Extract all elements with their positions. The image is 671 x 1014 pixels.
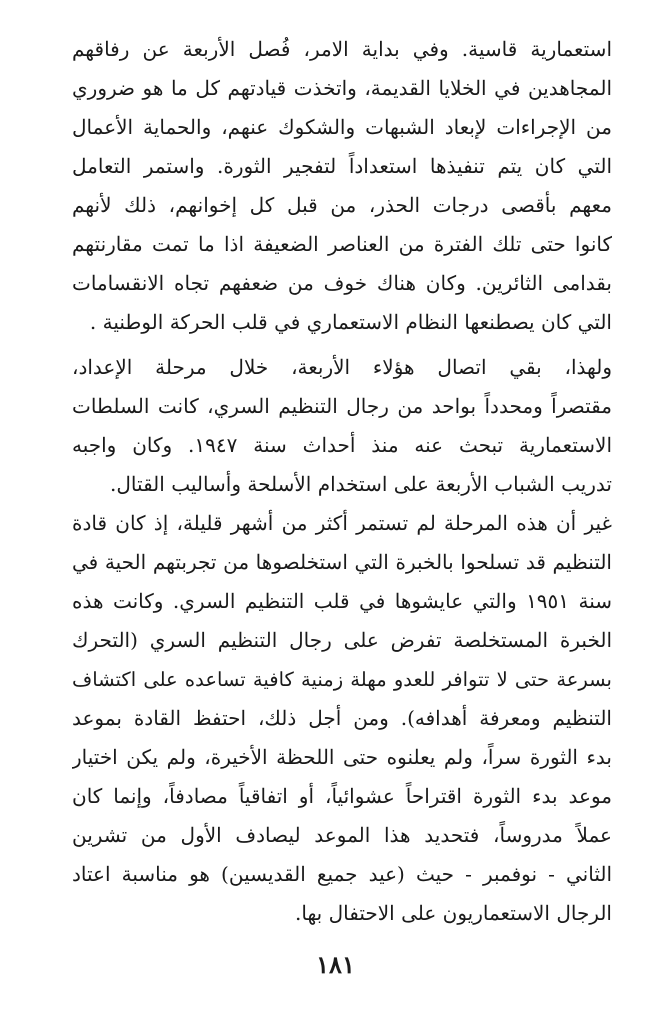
paragraph-2	[72, 348, 612, 504]
text-line: الثاني - نوفمبر - حيث (عيد جميع القديسين) هو مناسبة اعتاد	[72, 862, 612, 886]
text-line: بسرعة حتى لا تتوافر للعدو مهلة زمنية كافية تساعده على اكتشاف	[72, 668, 612, 691]
paragraph-3	[72, 504, 612, 933]
text-line: الرجال الاستعماريون على الاحتفال بها.	[295, 901, 612, 925]
text-line: بقدامى الثائرين. وكان هناك خوف من ضعفهم تجاه الانقسامات	[72, 271, 612, 295]
text-line: التنظيم قد تسلحوا بالخبرة التي استخلصوها من تجربتهم الحية في	[72, 550, 612, 574]
paragraph-1	[72, 30, 612, 342]
text-line: ولهذا، بقي اتصال هؤلاء الأربعة، خلال مرحلة الإعداد،	[72, 355, 612, 379]
text-line: عملاً مدروساً، فتحديد هذا الموعد ليصادف الأول من تشرين	[72, 823, 612, 847]
text-line: بدء الثورة سراً، ولم يعلنوه حتى اللحظة الأخيرة، ولم يكن اختيار	[72, 745, 612, 769]
text-line: الخبرة المستخلصة تفرض على رجال التنظيم السري (التحرك	[72, 628, 612, 652]
text-line: استعمارية قاسية. وفي بداية الامر، فُصل الأربعة عن رفاقهم	[72, 37, 612, 61]
text-line: كانوا حتى تلك الفترة من العناصر الضعيفة اذا ما تمت مقارنتهم	[72, 232, 612, 256]
text-line: سنة ١٩٥١ والتي عايشوها في قلب التنظيم السري. وكانت هذه	[72, 589, 612, 613]
page-number: ١٨١	[316, 950, 355, 979]
text-line: غير أن هذه المرحلة لم تستمر أكثر من أشهر قليلة، إذ كان قادة	[72, 511, 612, 535]
text-line: مقتصراً ومحدداً بواحد من رجال التنظيم السري، كانت السلطات	[72, 394, 612, 418]
text-line: التي كان يصطنعها النظام الاستعماري في قلب الحركة الوطنية .	[89, 310, 612, 334]
text-line: من الإجراءات لإبعاد الشبهات والشكوك عنهم، والحماية الأعمال	[72, 115, 612, 139]
text-line: تدريب الشباب الأربعة على استخدام الأسلحة وأساليب القتال.	[110, 472, 612, 496]
text-line: موعد بدء الثورة اقتراحاً عشوائياً، أو اتفاقياً مصادفاً، وإنما كان	[72, 784, 612, 808]
text-line: الاستعمارية تبحث عنه منذ أحداث سنة ١٩٤٧. وكان واجبه	[72, 433, 612, 457]
text-line: التنظيم ومعرفة أهدافه). ومن أجل ذلك، احتفظ القادة بموعد	[72, 706, 612, 730]
text-line: التي كان يتم تنفيذها استعداداً لتفجير الثورة. واستمر التعامل	[72, 154, 612, 178]
text-line: معهم بأقصى درجات الحذر، من قبل كل إخوانهم، ذلك لأنهم	[72, 193, 612, 217]
text-line: المجاهدين في الخلايا القديمة، واتخذت قيادتهم كل ما هو ضروري	[72, 76, 612, 100]
book-page-text	[72, 30, 612, 933]
